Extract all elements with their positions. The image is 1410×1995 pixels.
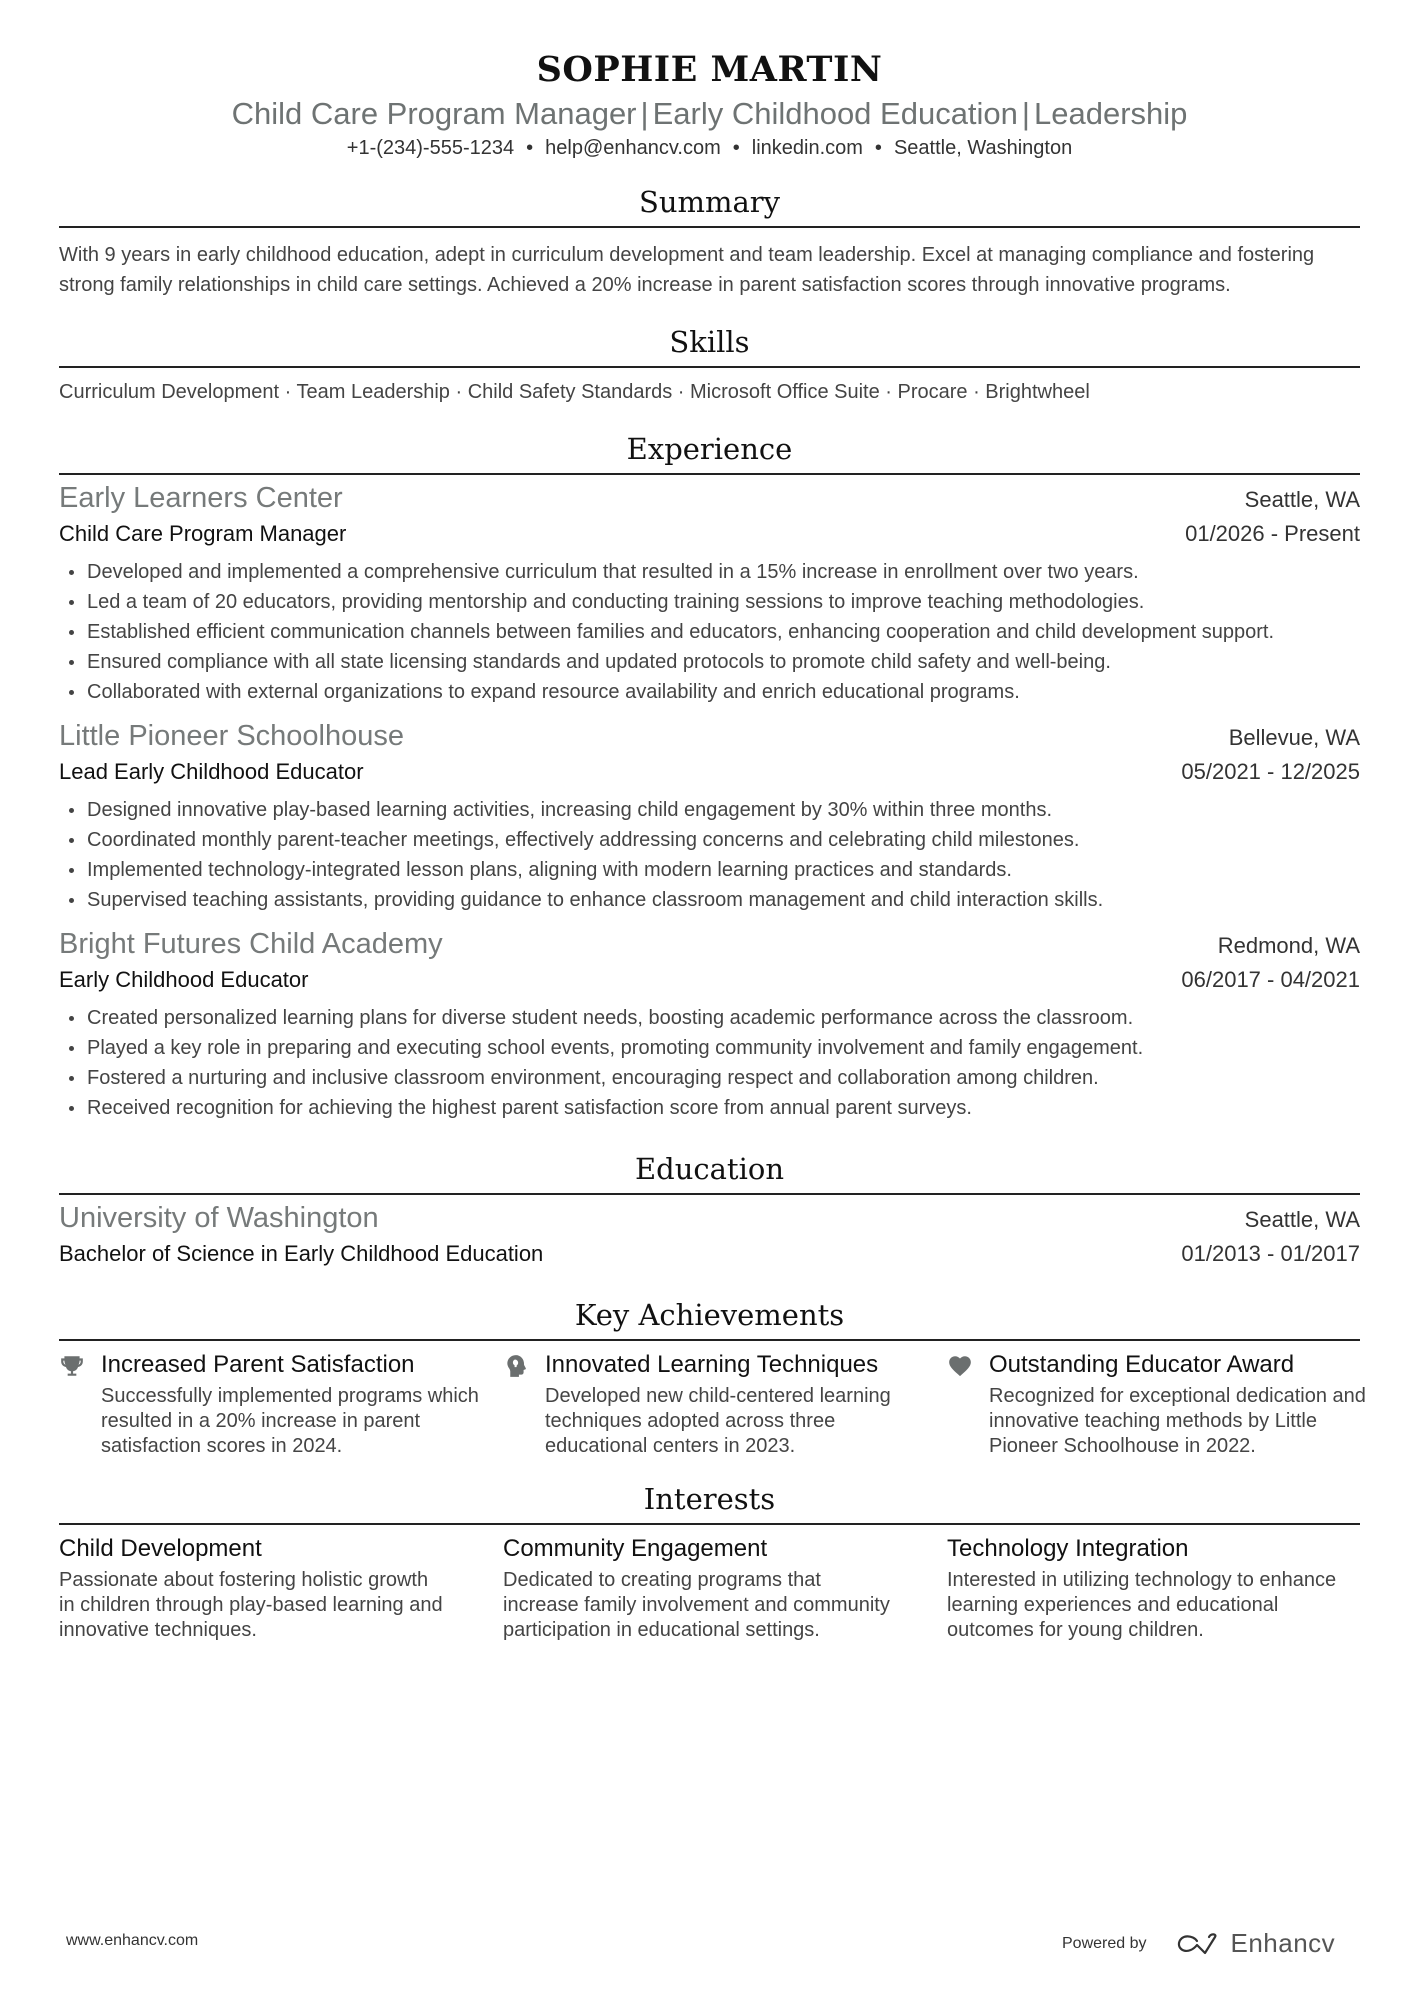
bullet-item: Coordinated monthly parent-teacher meetings, effectively addressing concerns and celebrating child milestones.	[59, 825, 1360, 855]
job-location: Seattle, WA	[1244, 487, 1360, 512]
company-name: Bright Futures Child Academy	[59, 928, 443, 960]
achievement-bullets	[59, 795, 1360, 915]
experience-entry	[59, 717, 1360, 915]
interest-description: Interested in utilizing technology to enhance learning experiences and educational outcomes for young children.	[947, 1569, 1337, 1641]
section-divider	[59, 1523, 1360, 1525]
job-title: Child Care Program Manager	[59, 521, 347, 546]
interest-title: Child Development	[59, 1535, 262, 1562]
bullet-item: Played a key role in preparing and executing school events, promoting community involvement and family engagement.	[59, 1033, 1360, 1063]
bullet-item: Collaborated with external organizations to expand resource availability and enrich educational programs.	[59, 677, 1360, 707]
section-divider	[59, 226, 1360, 228]
website-link[interactable]: www.enhancv.com	[66, 1932, 199, 1949]
interest-description: Dedicated to creating programs that increase family involvement and community participation in educational settings.	[503, 1569, 890, 1641]
resume-page	[59, 0, 1366, 1643]
interest-item	[947, 1533, 1360, 1643]
bullet-item: Fostered a nurturing and inclusive classroom environment, encouraging respect and collaboration among children.	[59, 1063, 1360, 1093]
interests-section	[59, 1481, 1360, 1643]
section-title: Key Achievements	[574, 1298, 845, 1332]
headline-separator: |	[1021, 96, 1030, 131]
powered-by-label: Powered by	[1062, 1934, 1147, 1952]
bullet-item: Supervised teaching assistants, providing guidance to enhance classroom management and child interaction skills.	[59, 885, 1360, 915]
resume-header	[59, 0, 1360, 162]
section-title: Education	[634, 1152, 784, 1186]
school-location: Seattle, WA	[1244, 1207, 1360, 1232]
summary-section	[59, 184, 1360, 300]
linkedin-link[interactable]: linkedin.com	[751, 137, 863, 159]
achievement-description: Successfully implemented programs which resulted in a 20% increase in parent satisfaction scores in 2024.	[101, 1385, 479, 1457]
phone: +1-(234)-555-1234	[346, 137, 515, 159]
achievement-item	[59, 1349, 503, 1459]
achievements-section	[59, 1297, 1366, 1459]
headline-separator: |	[640, 96, 649, 131]
achievement-description: Developed new child-centered learning techniques adopted across three educational centers in 2023.	[545, 1385, 891, 1457]
achievement-description: Recognized for exceptional dedication and innovative teaching methods by Little Pioneer Schoolhouse in 2022.	[989, 1385, 1366, 1457]
bullet-item: Ensured compliance with all state licensing standards and updated protocols to promote child safety and well-being.	[59, 647, 1360, 677]
location: Seattle, Washington	[893, 137, 1073, 159]
bullet-separator: •	[874, 137, 882, 159]
section-divider	[59, 1193, 1360, 1195]
bullet-item: Designed innovative play-based learning activities, increasing child engagement by 30% within three months.	[59, 795, 1360, 825]
education-section	[59, 1151, 1360, 1271]
interest-description: Passionate about fostering holistic growth in children through play-based learning and innovative techniques.	[59, 1569, 443, 1641]
contact-line	[59, 134, 1360, 162]
head-icon	[503, 1349, 545, 1459]
experience-entry	[59, 925, 1360, 1123]
candidate-name: SOPHIE MARTIN	[536, 49, 883, 90]
degree: Bachelor of Science in Early Childhood Education	[59, 1241, 544, 1266]
company-name: Early Learners Center	[59, 482, 343, 514]
experience-section	[59, 431, 1360, 1123]
bullet-item: Implemented technology-integrated lesson plans, aligning with modern learning practices and standards.	[59, 855, 1360, 885]
section-title: Summary	[638, 185, 781, 219]
brand-name: Enhancv	[1230, 1928, 1336, 1958]
headline	[59, 94, 1360, 134]
interest-item	[503, 1533, 947, 1643]
school-name: University of Washington	[59, 1202, 379, 1234]
section-title: Skills	[669, 325, 750, 359]
bullet-item: Led a team of 20 educators, providing mentorship and conducting training sessions to improve teaching methodologies.	[59, 587, 1360, 617]
achievement-item	[947, 1349, 1366, 1459]
job-dates: 01/2026 - Present	[1185, 521, 1360, 546]
powered-by-badge[interactable]	[1062, 1928, 1335, 1959]
job-title: Lead Early Childhood Educator	[59, 759, 364, 784]
skills-list: Curriculum Development · Team Leadership · Child Safety Standards · Microsoft Office Suite · Procare · Brightwheel	[59, 381, 1090, 403]
bullet-item: Developed and implemented a comprehensive curriculum that resulted in a 15% increase in enrollment over two years.	[59, 557, 1360, 587]
email-link[interactable]: help@enhancv.com	[545, 137, 721, 159]
section-title: Experience	[626, 432, 793, 466]
bullet-item: Created personalized learning plans for diverse student needs, boosting academic performance across the classroom.	[59, 1003, 1360, 1033]
education-dates: 01/2013 - 01/2017	[1181, 1241, 1360, 1266]
section-divider	[59, 366, 1360, 368]
bullet-item: Received recognition for achieving the highest parent satisfaction score from annual parent surveys.	[59, 1093, 1360, 1123]
achievement-bullets	[59, 557, 1360, 707]
heart-icon	[947, 1349, 989, 1459]
job-location: Bellevue, WA	[1228, 725, 1360, 750]
section-divider	[59, 473, 1360, 475]
headline-part: Leadership	[1033, 96, 1188, 131]
enhancv-logo-icon	[1175, 1931, 1223, 1957]
headline-part: Child Care Program Manager	[231, 96, 637, 131]
achievement-title: Outstanding Educator Award	[989, 1351, 1295, 1378]
job-title: Early Childhood Educator	[59, 967, 309, 992]
experience-entry	[59, 479, 1360, 707]
achievement-bullets	[59, 1003, 1360, 1123]
job-dates: 06/2017 - 04/2021	[1181, 967, 1360, 992]
section-divider	[59, 1339, 1360, 1341]
trophy-icon	[59, 1349, 101, 1459]
section-title: Interests	[643, 1482, 776, 1516]
interest-item	[59, 1533, 503, 1643]
company-name: Little Pioneer Schoolhouse	[59, 720, 405, 752]
headline-part: Early Childhood Education	[652, 96, 1018, 131]
achievement-title: Innovated Learning Techniques	[545, 1351, 879, 1378]
skills-section	[59, 324, 1360, 407]
job-dates: 05/2021 - 12/2025	[1181, 759, 1360, 784]
bullet-separator: •	[526, 137, 534, 159]
achievement-title: Increased Parent Satisfaction	[101, 1351, 415, 1378]
bullet-separator: •	[732, 137, 740, 159]
interest-title: Technology Integration	[947, 1535, 1189, 1562]
job-location: Redmond, WA	[1217, 933, 1360, 958]
achievement-item	[503, 1349, 947, 1459]
education-entry	[59, 1199, 1360, 1271]
interest-title: Community Engagement	[503, 1535, 768, 1562]
summary-text: With 9 years in early childhood education, adept in curriculum development and team leadership. Excel at managing compliance and fostering strong family relationships in child care settings. Achieved a 20% increase in parent satisfaction scores through innovative programs.	[59, 244, 1315, 296]
bullet-item: Established efficient communication channels between families and educators, enhancing cooperation and child development support.	[59, 617, 1360, 647]
